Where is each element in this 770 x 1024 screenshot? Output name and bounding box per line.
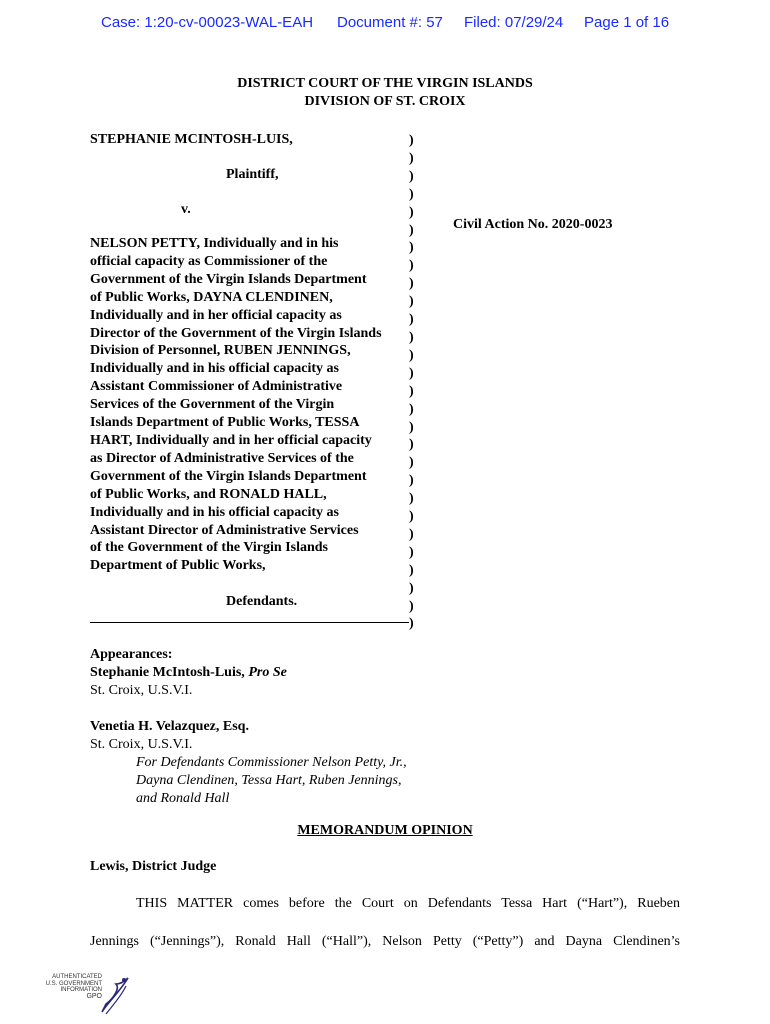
document-number: Document #: 57 (337, 14, 443, 31)
court-heading (0, 75, 770, 111)
gpo-text-1: AUTHENTICATED (52, 974, 102, 980)
gpo-seal-text (42, 974, 102, 1000)
counsel-for-3: and Ronald Hall (136, 791, 230, 806)
caption-paren: ) (409, 526, 414, 542)
caption-rule (90, 622, 409, 623)
caption-paren: ) (409, 240, 414, 256)
defendants-line: of Public Works, DAYNA CLENDINEN, (90, 289, 333, 305)
caption-paren: ) (409, 186, 414, 202)
opinion-title: MEMORANDUM OPINION (297, 823, 473, 838)
defendants-line: official capacity as Commissioner of the (90, 253, 328, 269)
plaintiff-label: Plaintiff, (226, 167, 279, 182)
caption-paren: ) (409, 222, 414, 238)
defendants-line: Individually and in his official capacity as (90, 504, 339, 520)
caption-paren: ) (409, 473, 414, 489)
defendants-line: Department of Public Works, (90, 558, 266, 574)
caption-paren: ) (409, 204, 414, 220)
judge-name: Lewis, District Judge (90, 859, 217, 874)
civil-action-number: Civil Action No. 2020-0023 (453, 217, 613, 232)
defendants-line: of Public Works, and RONALD HALL, (90, 486, 327, 502)
filed-date: Filed: 07/29/24 (464, 14, 564, 31)
court-division: DIVISION OF ST. CROIX (304, 94, 466, 109)
defendants-line: Services of the Government of the Virgin (90, 397, 335, 413)
defendants-list (90, 235, 410, 575)
caption-paren: ) (409, 365, 414, 381)
defendants-line: Assistant Commissioner of Administrative (90, 379, 343, 395)
defendants-line: Assistant Director of Administrative Services (90, 522, 359, 538)
caption-paren: ) (409, 329, 414, 345)
counsel-location: St. Croix, U.S.V.I. (90, 737, 193, 752)
party1-name: Stephanie McIntosh-Luis, (90, 665, 245, 680)
defendants-line: Individually and in his official capacity as (90, 361, 339, 377)
defendants-line: of the Government of the Virgin Islands (90, 540, 328, 556)
party1-role: Pro Se (248, 665, 287, 680)
caption-paren: ) (409, 401, 414, 417)
caption-paren: ) (409, 383, 414, 399)
plaintiff-name: STEPHANIE MCINTOSH-LUIS, (90, 132, 293, 147)
defendants-line: Director of the Government of the Virgin Islands (90, 325, 382, 341)
defendants-line: as Director of Administrative Services of the (90, 450, 354, 466)
defendants-line: Government of the Virgin Islands Department (90, 468, 367, 484)
caption-paren: ) (409, 312, 414, 328)
caption-paren: ) (409, 455, 414, 471)
caption-paren: ) (409, 509, 414, 525)
gpo-authentication-seal (42, 972, 132, 1018)
defendants-label: Defendants. (226, 594, 298, 609)
case-number: Case: 1:20-cv-00023-WAL-EAH (101, 14, 314, 31)
defendants-line: Division of Personnel, RUBEN JENNINGS, (90, 343, 351, 359)
caption-paren: ) (409, 544, 414, 560)
appearances-heading: Appearances: (90, 647, 173, 662)
gpo-text-2: U.S. GOVERNMENT (45, 980, 102, 987)
counsel-name: Venetia H. Velazquez, Esq. (90, 719, 249, 734)
defendants-line: Individually and in her official capacity as (90, 307, 342, 323)
caption-paren: ) (409, 491, 414, 507)
gpo-text-3: INFORMATION (60, 987, 102, 993)
party1-location: St. Croix, U.S.V.I. (90, 683, 193, 698)
defendants-line: NELSON PETTY, Individually and in his (90, 236, 339, 251)
court-name: DISTRICT COURT OF THE VIRGIN ISLANDS (237, 76, 533, 91)
filing-header (0, 14, 770, 34)
caption-paren: ) (409, 437, 414, 453)
counsel-for-2: Dayna Clendinen, Tessa Hart, Ruben Jennings, (136, 773, 402, 788)
caption-paren: ) (409, 133, 414, 148)
caption-paren: ) (409, 347, 414, 363)
caption-paren: ) (409, 150, 414, 166)
caption-paren: ) (409, 562, 414, 578)
caption-paren: ) (409, 598, 414, 614)
caption-paren: ) (409, 258, 414, 274)
page-number: Page 1 of 16 (584, 14, 670, 31)
opinion-text-line-1: THIS MATTER comes before the Court on Defendants Tessa Hart (“Hart”), Rueben (136, 896, 680, 911)
caption-paren: ) (409, 168, 414, 184)
caption-paren: ) (409, 276, 414, 292)
gpo-text-4: GPO (86, 992, 102, 1000)
counsel-for-1: For Defendants Commissioner Nelson Petty, Jr., (136, 755, 407, 770)
defendants-line: HART, Individually and in her official capacity (90, 432, 372, 448)
party1 (90, 664, 287, 682)
caption-parentheses (409, 132, 414, 633)
versus: v. (181, 202, 191, 217)
caption-paren: ) (409, 419, 414, 435)
defendants-line: Islands Department of Public Works, TESSA (90, 415, 360, 431)
opinion-text-line-2: Jennings (“Jennings”), Ronald Hall (“Hall”), Nelson Petty (“Petty”) and Dayna Clendinen’s (90, 934, 680, 949)
eagle-icon (98, 972, 132, 1018)
caption-paren: ) (409, 294, 414, 310)
defendants-line: Government of the Virgin Islands Department (90, 271, 367, 287)
caption-paren: ) (409, 616, 414, 632)
caption-paren: ) (409, 580, 414, 596)
